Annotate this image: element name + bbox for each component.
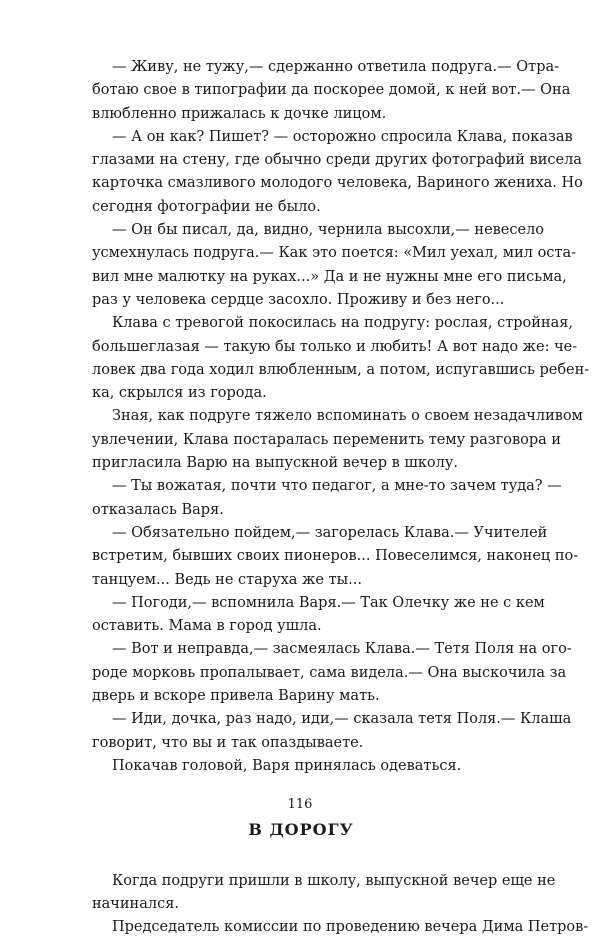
text-line: — Погоди,— вспомнила Варя.— Так Олечку же не с кем [92, 592, 510, 615]
paragraph [92, 126, 510, 219]
text-line: говорит, что вы и так опаздываете. [92, 732, 510, 755]
paragraph [92, 522, 510, 592]
text-line: Председатель комиссии по проведению вечера Дима Петров- [92, 916, 510, 939]
text-line: влюбленно прижалась к дочке лицом. [92, 103, 510, 126]
text-line: ловек два года ходил влюбленным, а потом, испугавшись ребен- [92, 359, 510, 382]
text-line: — Живу, не тужу,— сдержанно ответила подруга.— Отра- [92, 56, 510, 79]
paragraph [92, 219, 510, 312]
paragraph [92, 56, 510, 126]
text-line: отказалась Варя. [92, 499, 510, 522]
text-line: ка, скрылся из города. [92, 382, 510, 405]
text-line: роде морковь пропалывает, сама видела.— Она выскочила за [92, 662, 510, 685]
text-line: ботаю свое в типографии да поскорее домой, к ней вот.— Она [92, 79, 510, 102]
text-line: Покачав головой, Варя принялась одеваться. [92, 755, 510, 778]
text-line: Зная, как подруге тяжело вспоминать о своем незадачливом [92, 405, 510, 428]
paragraph [92, 708, 510, 755]
paragraph [92, 592, 510, 639]
text-line: пригласила Варю на выпускной вечер в школу. [92, 452, 510, 475]
paragraph [92, 312, 510, 405]
text-line: начинался. [92, 893, 510, 916]
page-number: 116 [0, 793, 600, 816]
body-text-top [92, 56, 510, 778]
text-line: усмехнулась подруга.— Как это поется: «Мил уехал, мил оста- [92, 242, 510, 265]
text-line: дверь и вскоре привела Варину мать. [92, 685, 510, 708]
text-line: — А он как? Пишет? — осторожно спросила Клава, показав [92, 126, 510, 149]
paragraph [92, 870, 510, 917]
body-text-bottom [92, 870, 510, 939]
text-line: танцуем... Ведь не старуха же ты... [92, 569, 510, 592]
text-line: — Иди, дочка, раз надо, иди,— сказала тетя Поля.— Клаша [92, 708, 510, 731]
text-line: — Вот и неправда,— засмеялась Клава.— Тетя Поля на ого- [92, 638, 510, 661]
text-line: большеглазая — такую бы только и любить! А вот надо же: че- [92, 336, 510, 359]
text-line: оставить. Мама в город ушла. [92, 615, 510, 638]
text-line: Когда подруги пришли в школу, выпускной вечер еще не [92, 870, 510, 893]
text-line: карточка смазливого молодого человека, Вариного жениха. Но [92, 172, 510, 195]
paragraph [92, 475, 510, 522]
text-line: сегодня фотографии не было. [92, 196, 510, 219]
text-line: раз у человека сердце засохло. Проживу и без него... [92, 289, 510, 312]
paragraph [92, 916, 510, 939]
paragraph [92, 638, 510, 708]
text-line: увлечении, Клава постаралась переменить тему разговора и [92, 429, 510, 452]
text-line: вил мне малютку на руках...» Да и не нужны мне его письма, [92, 266, 510, 289]
paragraph [92, 755, 510, 778]
text-line: встретим, бывших своих пионеров... Повеселимся, наконец по- [92, 545, 510, 568]
text-line: — Обязательно пойдем,— загорелась Клава.— Учителей [92, 522, 510, 545]
text-line: — Он бы писал, да, видно, чернила высохли,— невесело [92, 219, 510, 242]
section-heading: В ДОРОГУ [92, 818, 510, 841]
text-line: Клава с тревогой покосилась на подругу: рослая, стройная, [92, 312, 510, 335]
text-line: глазами на стену, где обычно среди других фотографий висела [92, 149, 510, 172]
text-line: — Ты вожатая, почти что педагог, а мне-то зачем туда? — [92, 475, 510, 498]
paragraph [92, 405, 510, 475]
